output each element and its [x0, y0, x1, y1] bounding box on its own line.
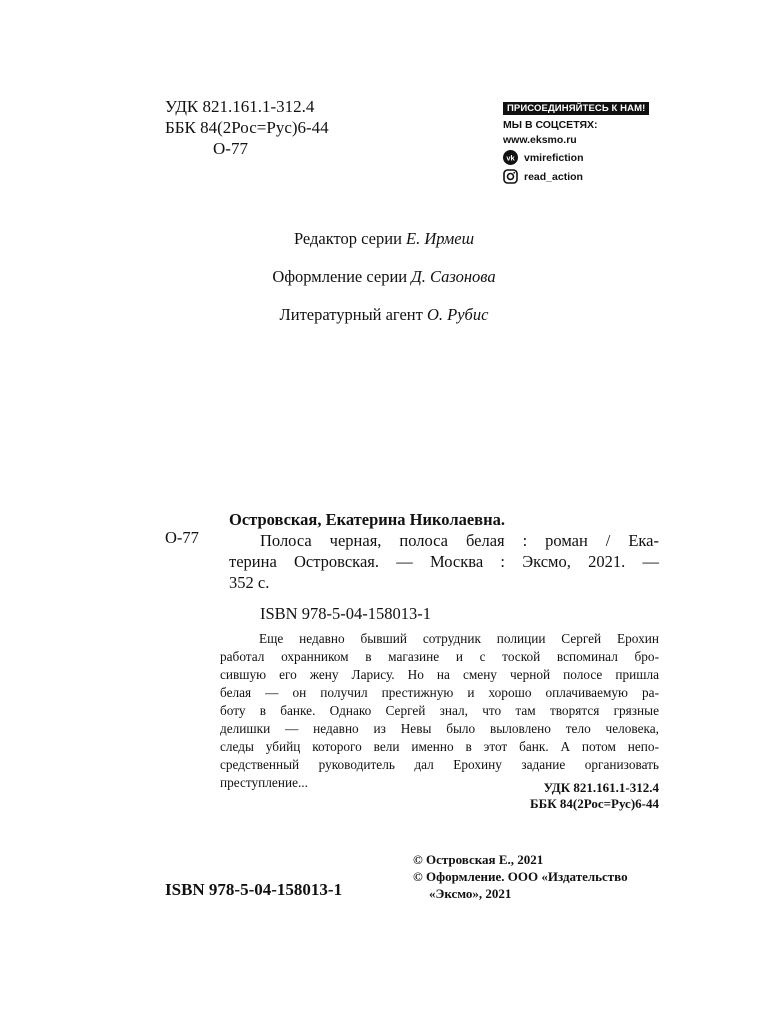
editor-label: Редактор серии: [293, 229, 402, 248]
annotation-line: белая — он получил престижную и хорошо оплачиваемую ра-: [220, 685, 659, 700]
vk-icon: [503, 150, 518, 165]
entry-code: О-77: [165, 528, 199, 547]
annotation-line: делишки — недавно из Невы было выловлено тело человека,: [220, 721, 659, 736]
entry-desc-line: 352 с.: [229, 573, 270, 592]
annotation-line: средственный руководитель дал Ерохину задание организовать: [220, 757, 659, 772]
svg-text:vk: vk: [506, 153, 515, 163]
design-label: Оформление серии: [272, 267, 408, 286]
design-name: Д. Сазонова: [411, 267, 496, 286]
credit-agent: [0, 305, 768, 325]
editor-name: Е. Ирмеш: [406, 229, 475, 248]
networks-label: МЫ В СОЦСЕТЯХ:: [503, 119, 598, 131]
agent-label: Литературный агент: [279, 305, 423, 324]
annotation-line: боту в банке. Однако Сергей знал, что там творятся грязные: [220, 703, 659, 718]
entry-desc-line: терина Островская. — Москва : Эксмо, 2021. —: [229, 552, 659, 571]
vk-row[interactable]: [503, 150, 649, 165]
udk-code: УДК 821.161.1-312.4: [165, 97, 315, 116]
agent-name: О. Рубис: [426, 305, 489, 324]
entry-desc-line: Полоса черная, полоса белая : роман / Ека-: [260, 531, 659, 550]
bibliographic-entry: [229, 509, 659, 624]
annotation-line: сившую его жену Ларису. Но на смену черной полосе пришла: [220, 667, 659, 682]
instagram-row[interactable]: [503, 169, 649, 184]
classification-codes: [165, 96, 329, 159]
bbk-code-repeat: ББК 84(2Рос=Рус)6-44: [530, 796, 659, 811]
social-block: [503, 98, 649, 184]
annotation-line: Еще недавно бывший сотрудник полиции Сергей Ерохин: [259, 631, 659, 646]
copyright-author: © Островская Е., 2021: [413, 852, 544, 867]
vk-handle: vmirefiction: [524, 151, 584, 164]
classification-repeat: [440, 780, 659, 812]
instagram-handle: read_action: [524, 170, 583, 183]
bbk-code: ББК 84(2Рос=Рус)6-44: [165, 118, 329, 137]
annotation-line: следы убийц которого вели именно в этот банк. А потом непо-: [220, 739, 659, 754]
join-banner: ПРИСОЕДИНЯЙТЕСЬ К НАМ!: [503, 102, 649, 115]
credit-design: [0, 267, 768, 287]
entry-author: Островская, Екатерина Николаевна.: [229, 510, 505, 529]
credit-editor: [0, 229, 768, 249]
instagram-icon: [503, 169, 518, 184]
copyright-publisher: «Эксмо», 2021: [429, 886, 512, 901]
copyright-block: [413, 851, 628, 902]
annotation-line: преступление...: [220, 775, 308, 790]
annotation: [220, 630, 659, 792]
author-mark: О-77: [213, 139, 248, 158]
entry-isbn: ISBN 978-5-04-158013-1: [260, 604, 431, 623]
copyright-design: © Оформление. ООО «Издательство: [413, 869, 628, 884]
isbn-bottom: ISBN 978-5-04-158013-1: [165, 880, 343, 899]
udk-code-repeat: УДК 821.161.1-312.4: [543, 780, 659, 795]
annotation-line: работал охранником в магазине и с тоской вспоминал бро-: [220, 649, 659, 664]
site-link[interactable]: www.eksmo.ru: [503, 134, 577, 146]
